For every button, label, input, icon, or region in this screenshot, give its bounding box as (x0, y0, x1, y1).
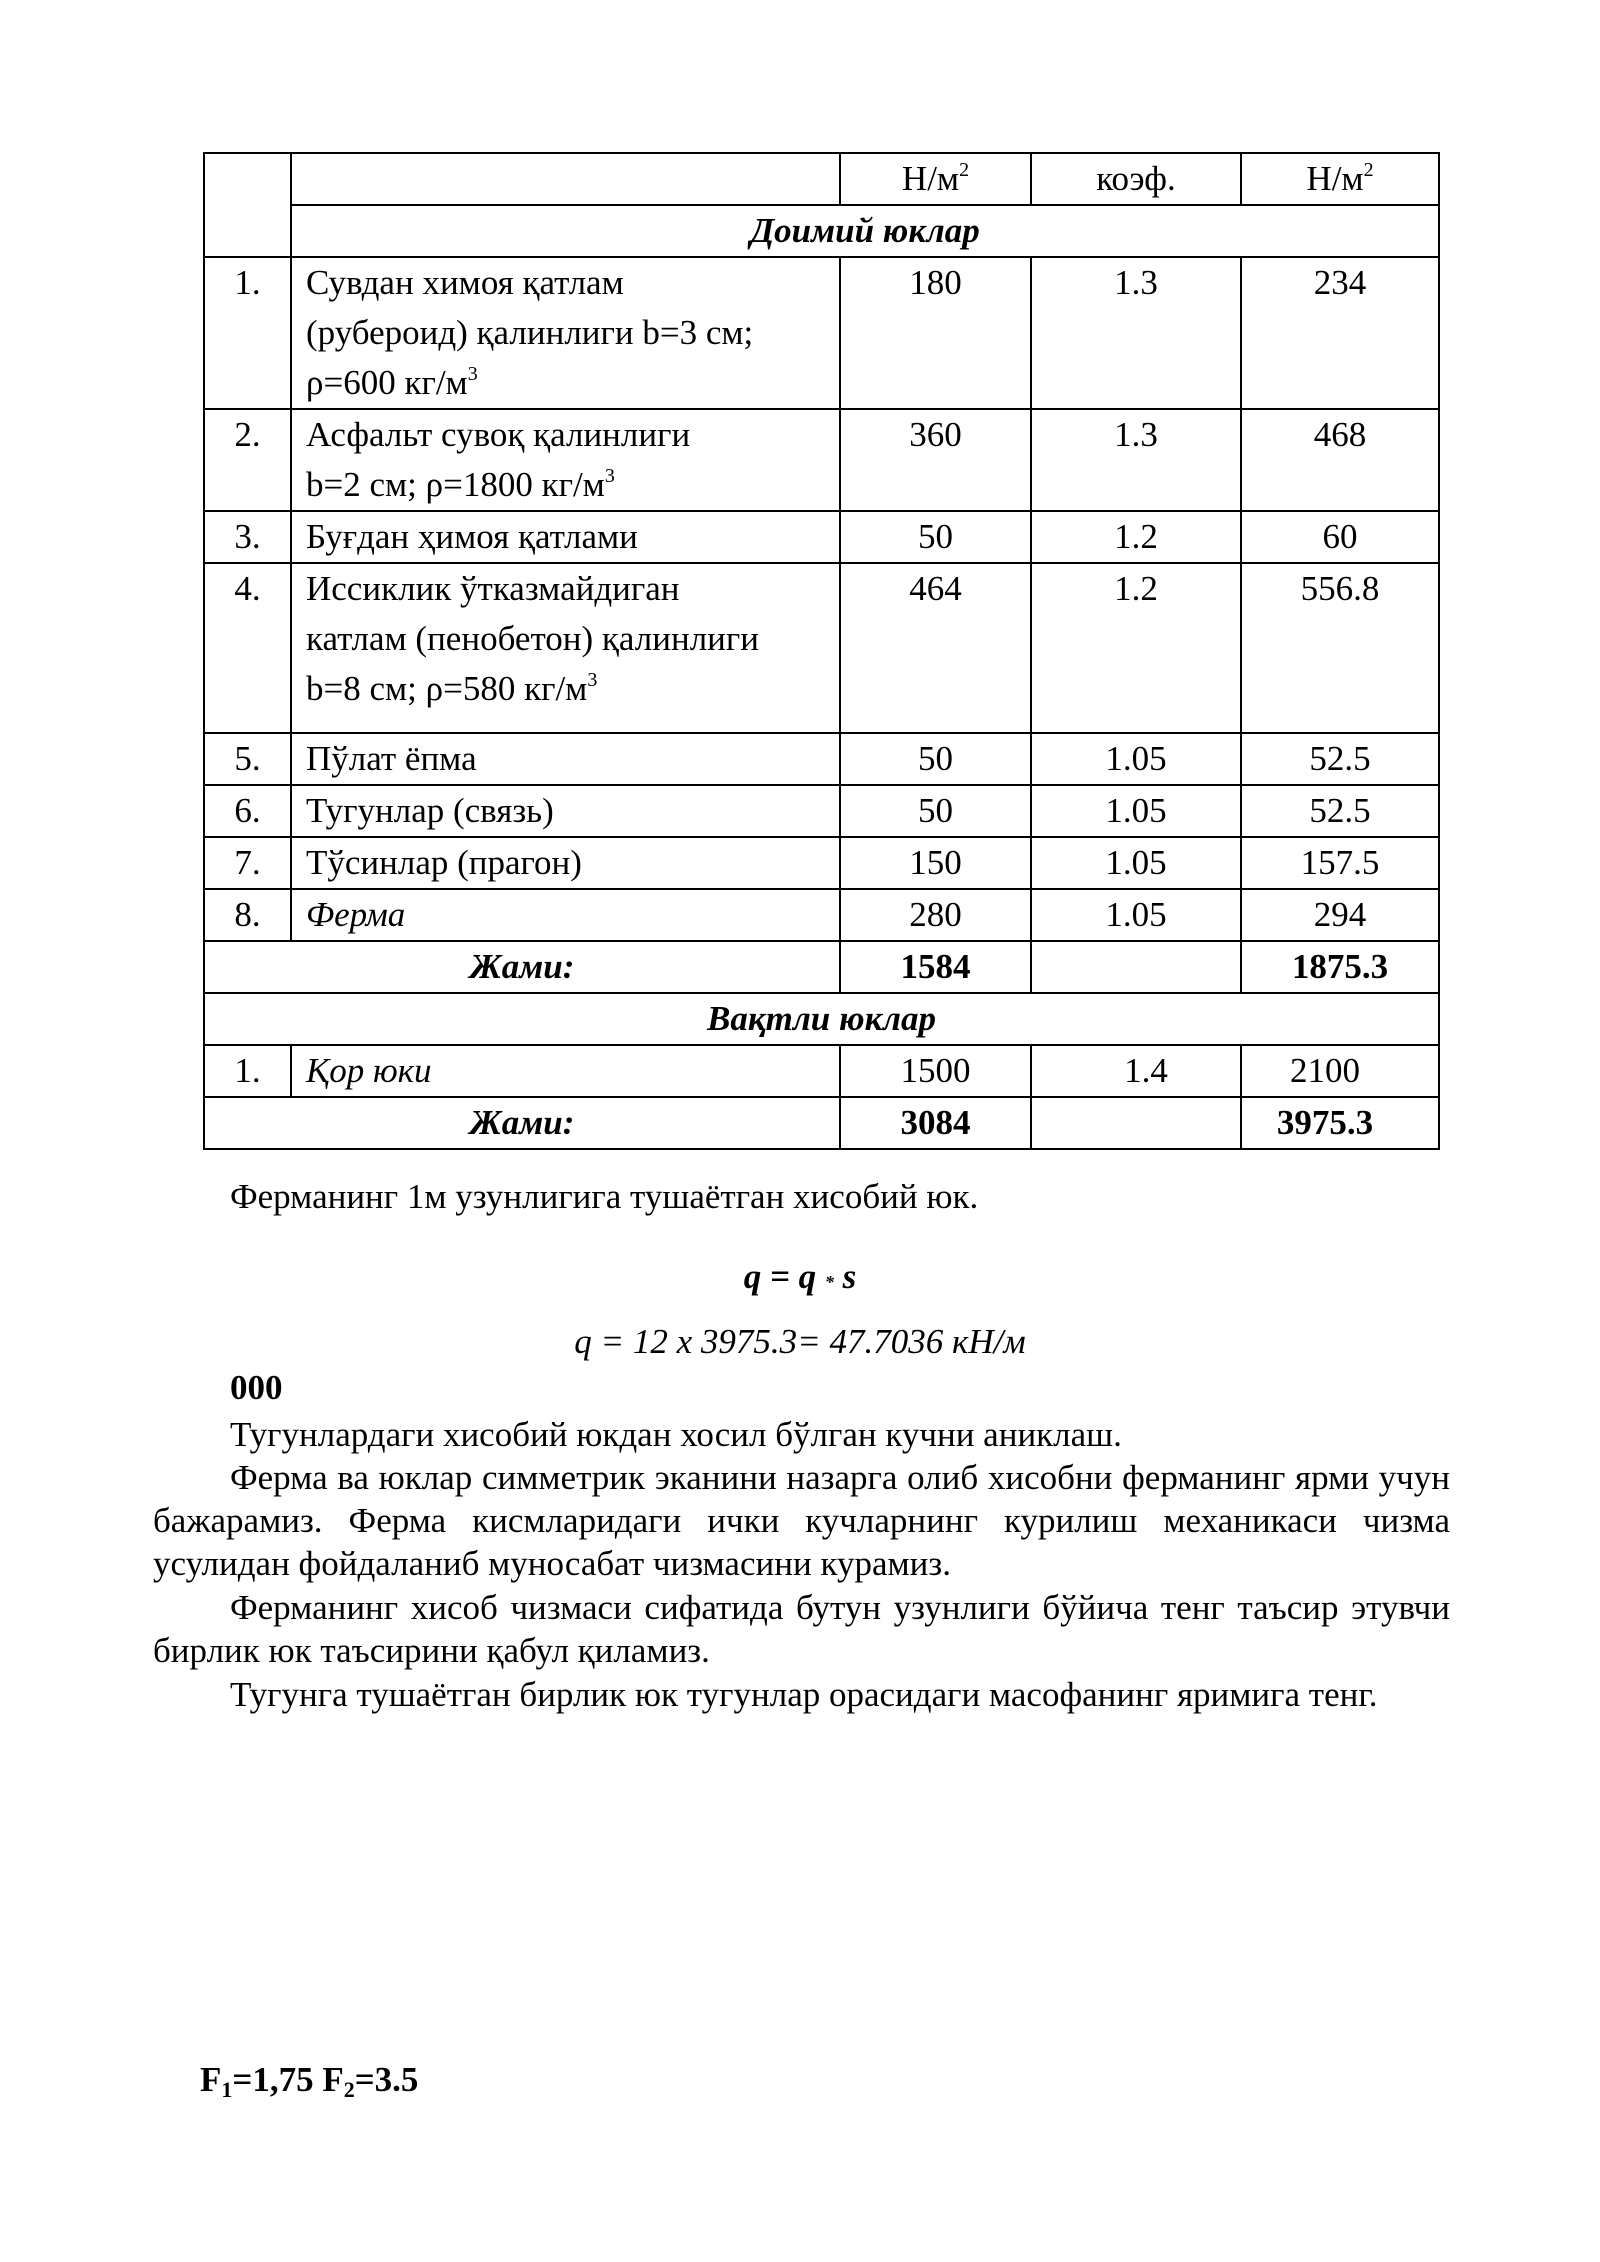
formula-q: q = q * s (743, 1257, 857, 1296)
row-norm: 50 (840, 733, 1031, 785)
table-row (204, 563, 1439, 733)
row-coef: 1.05 (1031, 837, 1241, 889)
table-header-empty (291, 153, 840, 205)
total-coef-empty (1031, 1097, 1241, 1149)
section-row-permanent (204, 205, 1439, 257)
total-norm: 3084 (840, 1097, 1031, 1149)
row-coef: 1.05 (1031, 733, 1241, 785)
row-calc: 2100 (1241, 1045, 1439, 1097)
total-row-permanent (204, 941, 1439, 993)
table-row (204, 733, 1439, 785)
row-desc: Тўсинлар (прагон) (291, 837, 840, 889)
table-header-row (204, 153, 1439, 205)
row-coef: 1.05 (1031, 889, 1241, 941)
row-calc: 52.5 (1241, 785, 1439, 837)
section-row-temporary (204, 993, 1439, 1045)
row-num: 6. (204, 785, 291, 837)
total-norm: 1584 (840, 941, 1031, 993)
table-row (204, 1045, 1439, 1097)
row-norm: 150 (840, 837, 1031, 889)
row-norm: 1500 (840, 1045, 1031, 1097)
table-row (204, 511, 1439, 563)
row-coef: 1.3 (1031, 257, 1241, 409)
row-calc: 556.8 (1241, 563, 1439, 733)
row-norm: 180 (840, 257, 1031, 409)
paragraph-1: Тугунлардаги хисобий юкдан хосил бўлган кучни аниклаш. (230, 1415, 1122, 1454)
row-desc: Асфальт сувоқ қалинлиги b=2 см; ρ=1800 $кг/м^3$ (291, 409, 840, 511)
row-desc: Пўлат ёпма (291, 733, 840, 785)
row-norm: 50 (840, 511, 1031, 563)
zeros-text: 000 (230, 1368, 283, 1407)
row-coef: 1.05 (1031, 785, 1241, 837)
row-norm: 50 (840, 785, 1031, 837)
force-values: $F_1=1,75$ $F_2=3.5$ (200, 2060, 419, 2102)
total-calc: 3975.3 (1241, 1097, 1439, 1149)
row-calc: 468 (1241, 409, 1439, 511)
header-coef: коэф. (1031, 153, 1241, 205)
paragraph-4: Тугунга тушаётган бирлик юк тугунлар орасидаги масофанинг яримига тенг. (230, 1675, 1378, 1714)
total-label: Жами: (204, 941, 840, 993)
paragraph-load: Ферманинг 1м узунлигига тушаётган хисобий юк. (230, 1177, 979, 1216)
row-norm: 464 (840, 563, 1031, 733)
total-calc: 1875.3 (1241, 941, 1439, 993)
row-num: 8. (204, 889, 291, 941)
section-title-permanent: Доимий юклар (291, 205, 1439, 257)
row-coef: 1.2 (1031, 511, 1241, 563)
table-row (204, 837, 1439, 889)
row-calc: 294 (1241, 889, 1439, 941)
row-num: 2. (204, 409, 291, 511)
row-calc: 234 (1241, 257, 1439, 409)
row-coef: 1.4 (1031, 1045, 1241, 1097)
paragraph-2: Ферма ва юклар симметрик эканини назарга олиб хисобни ферманинг ярми учун бажарамиз. Ферма кисмларидаги ички кучларнинг курилиш механикаси чизма усулидан фойдаланиб муносабат чизмасини курамиз. (153, 1458, 1450, 1583)
row-num: 5. (204, 733, 291, 785)
row-num: 1. (204, 257, 291, 409)
row-desc: Қор юки (291, 1045, 840, 1097)
paragraph-3: Ферманинг хисоб чизмаси сифатида бутун узунлиги бўйича тенг таъсир этувчи бирлик юк таъсирини қабул қиламиз. (153, 1588, 1450, 1670)
table-corner-cell (204, 153, 291, 257)
loads-table (203, 152, 1440, 1150)
formula-q-value: q = 12 x 3975.3= 47.7036 кН/м (574, 1322, 1026, 1361)
row-num: 3. (204, 511, 291, 563)
row-calc: 52.5 (1241, 733, 1439, 785)
header-unit2: $Н/м^2$ (1241, 153, 1439, 205)
row-calc: 60 (1241, 511, 1439, 563)
row-num: 7. (204, 837, 291, 889)
section-title-temporary: Вақтли юклар (204, 993, 1439, 1045)
row-norm: 280 (840, 889, 1031, 941)
table-row (204, 409, 1439, 511)
row-desc: Тугунлар (связь) (291, 785, 840, 837)
row-calc: 157.5 (1241, 837, 1439, 889)
row-desc: Иссиклик ўтказмайдиган катлам (пенобетон) қалинлиги b=8 см; ρ=580 $кг/м^3$ (291, 563, 840, 733)
total-row-all (204, 1097, 1439, 1149)
row-desc: Ферма (291, 889, 840, 941)
header-unit1: $Н/м^2$ (840, 153, 1031, 205)
table-row (204, 889, 1439, 941)
row-norm: 360 (840, 409, 1031, 511)
total-coef-empty (1031, 941, 1241, 993)
row-num: 4. (204, 563, 291, 733)
row-coef: 1.3 (1031, 409, 1241, 511)
row-coef: 1.2 (1031, 563, 1241, 733)
row-desc: Буғдан ҳимоя қатлами (291, 511, 840, 563)
total-label: Жами: (204, 1097, 840, 1149)
table-row (204, 257, 1439, 409)
table-row (204, 785, 1439, 837)
row-num: 1. (204, 1045, 291, 1097)
row-desc: Сувдан химоя қатлам (рубероид) қалинлиги b=3 см; ρ=600 $кг/м^3$ (291, 257, 840, 409)
